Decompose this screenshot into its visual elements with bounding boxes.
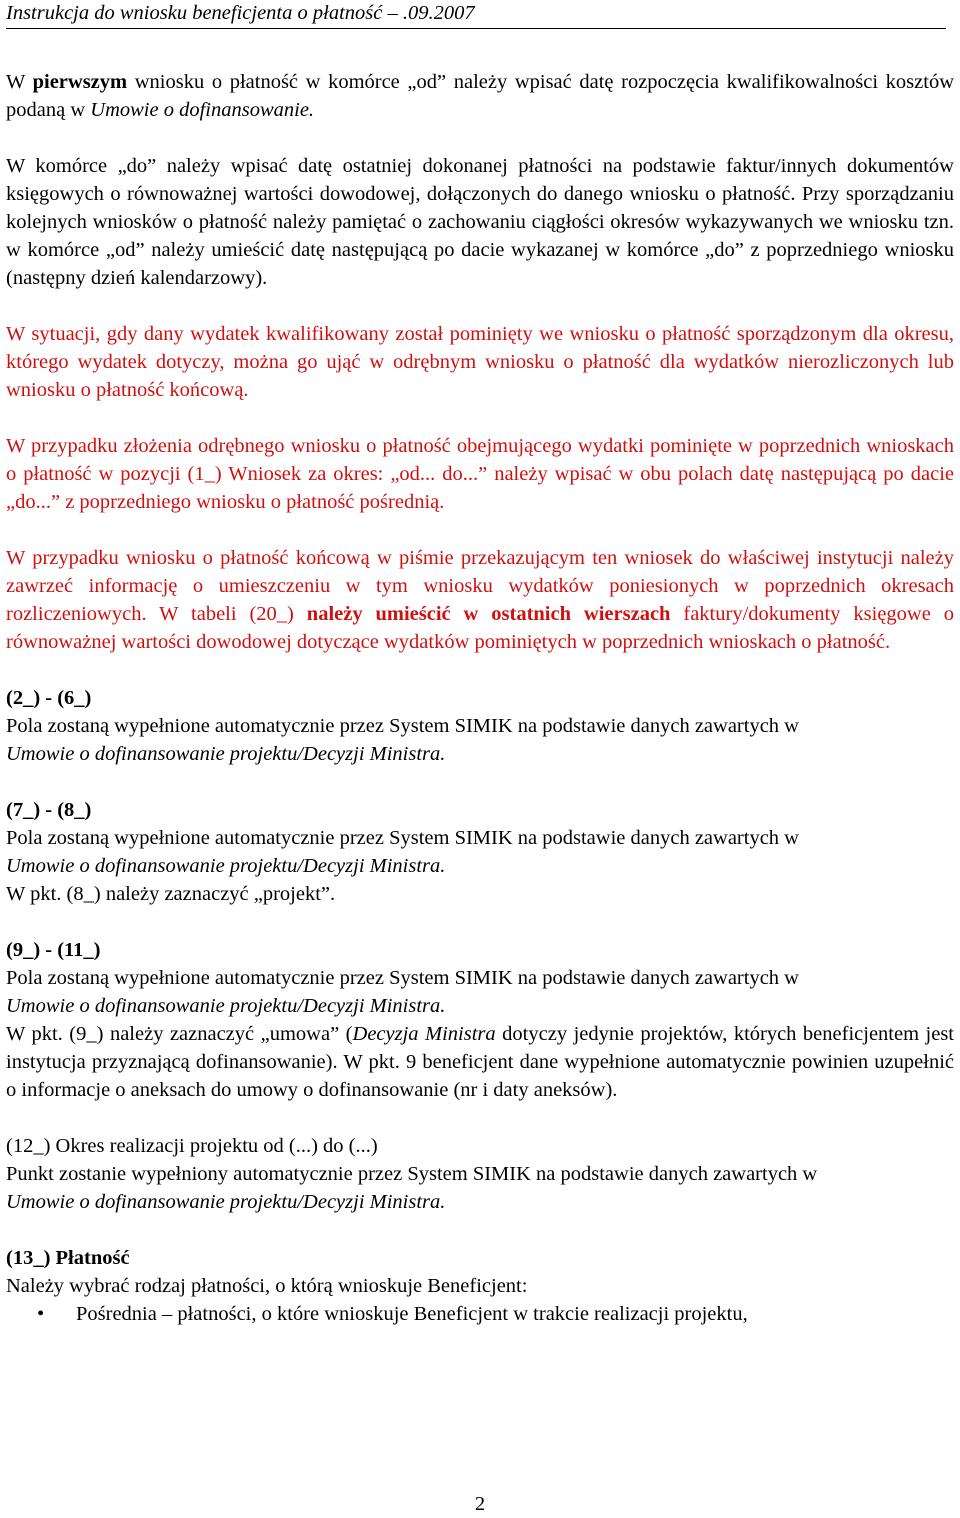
section-line: Pola zostaną wypełnione automatycznie przez System SIMIK na podstawie danych zawartych w bbox=[6, 967, 799, 989]
section-line-italic: Umowie o dofinansowanie projektu/Decyzji Ministra. bbox=[6, 743, 446, 765]
section-7-8 bbox=[6, 796, 954, 908]
bold-text: pierwszym bbox=[32, 71, 128, 93]
section-line-italic: Umowie o dofinansowanie projektu/Decyzji Ministra. bbox=[6, 855, 446, 877]
italic-text: Decyzja Ministra bbox=[352, 1023, 496, 1045]
bold-text: należy umieścić w ostatnich wierszach bbox=[306, 603, 671, 625]
paragraph-first-request bbox=[6, 68, 954, 124]
section-line: Punkt zostanie wypełniony automatycznie przez System SIMIK na podstawie danych zawartych w bbox=[6, 1163, 818, 1185]
payment-type-list bbox=[6, 1300, 954, 1328]
text: faktury/dokumenty księgowe o równoważnej wartości dowodowej dotyczące wydatków pominiętych w poprzednich wnioskach o płatność. bbox=[6, 603, 955, 653]
section-heading: (9_) - (11_) bbox=[6, 939, 101, 961]
section-heading: (12_) Okres realizacji projektu od (...) do (...) bbox=[6, 1135, 378, 1157]
section-9-11 bbox=[6, 936, 954, 1104]
section-heading: (7_) - (8_) bbox=[6, 799, 92, 821]
paragraph-date-to: W komórce „do” należy wpisać datę ostatniej dokonanej płatności na podstawie faktur/innych dokumentów księgowych o równoważnej wartości dowodowej, dołączonych do danego wniosku o płatność. Przy sporządzaniu kolejnych wniosków o płatność należy pamiętać o zachowaniu ciągłości okresów wykazywanych we wniosku tzn. w komórce „od” należy umieścić datę następującą po dacie wykazanej w komórce „do” z poprzedniego wniosku (następny dzień kalendarzowy). bbox=[6, 155, 954, 289]
section-12 bbox=[6, 1132, 954, 1216]
section-line: Należy wybrać rodzaj płatności, o którą wnioskuje Beneficjent: bbox=[6, 1275, 528, 1297]
text: W bbox=[6, 71, 33, 93]
text: W pkt. (9_) należy zaznaczyć „umowa” ( bbox=[6, 1023, 353, 1045]
section-line-italic: Umowie o dofinansowanie projektu/Decyzji Ministra. bbox=[6, 995, 446, 1017]
section-13 bbox=[6, 1244, 954, 1328]
section-heading: (13_) Płatność bbox=[6, 1247, 130, 1269]
paragraph-omitted-expense: W sytuacji, gdy dany wydatek kwalifikowany został pominięty we wniosku o płatność sporządzonym dla okresu, którego wydatek dotyczy, można go ująć w odrębnym wniosku o płatność dla wydatków nierozliczonych lub wniosku o płatność końcową. bbox=[6, 323, 954, 401]
bullet-icon: • bbox=[37, 1303, 45, 1325]
paragraph-separate-request: W przypadku złożenia odrębnego wniosku o płatność obejmującego wydatki pominięte w poprzednich wnioskach o płatność w pozycji (1_) Wniosek za okres: „od... do...” należy wpisać w obu polach datę następującą po dacie „do...” z poprzedniego wniosku o płatność pośrednią. bbox=[6, 435, 954, 513]
text: W przypadku wniosku o płatność końcową w piśmie przekazującym ten wniosek do właściwej instytucji należy zawrzeć informację o umieszczeniu w tym wniosku wydatków poniesionych w poprzednich okresach rozliczeniowych. W tabeli (20_) bbox=[6, 547, 954, 625]
section-line: Pola zostaną wypełnione automatycznie przez System SIMIK na podstawie danych zawartych w bbox=[6, 715, 799, 737]
section-line: Pola zostaną wypełnione automatycznie przez System SIMIK na podstawie danych zawartych w bbox=[6, 827, 799, 849]
list-item bbox=[6, 1300, 954, 1328]
section-heading: (2_) - (6_) bbox=[6, 687, 92, 709]
paragraph-final-payment bbox=[6, 544, 954, 656]
document-body bbox=[6, 68, 954, 1328]
italic-text: Umowie o dofinansowanie. bbox=[90, 99, 315, 121]
section-2-6 bbox=[6, 684, 954, 768]
page-header bbox=[6, 0, 946, 29]
list-item-text: Pośrednia – płatności, o które wnioskuje Beneficjent w trakcie realizacji projektu, bbox=[76, 1303, 748, 1325]
page-number: 2 bbox=[474, 1493, 486, 1515]
section-line-italic: Umowie o dofinansowanie projektu/Decyzji Ministra. bbox=[6, 1191, 446, 1213]
section-paragraph bbox=[6, 1020, 954, 1104]
section-line: W pkt. (8_) należy zaznaczyć „projekt”. bbox=[6, 883, 336, 905]
header-title: Instrukcja do wniosku beneficjenta o płatność – .09.2007 bbox=[6, 2, 475, 24]
text: wniosku o płatność w komórce „od” należy wpisać datę rozpoczęcia kwalifikowalności kosztów podaną w bbox=[6, 71, 954, 121]
text: dotyczy jedynie projektów, których beneficjentem jest instytucja przyznającą dofinansowanie). W pkt. 9 beneficjent dane wypełnione automatycznie powinien uzupełnić o informacje o aneksach do umowy o dofinansowanie (nr i daty aneksów). bbox=[6, 1023, 955, 1101]
